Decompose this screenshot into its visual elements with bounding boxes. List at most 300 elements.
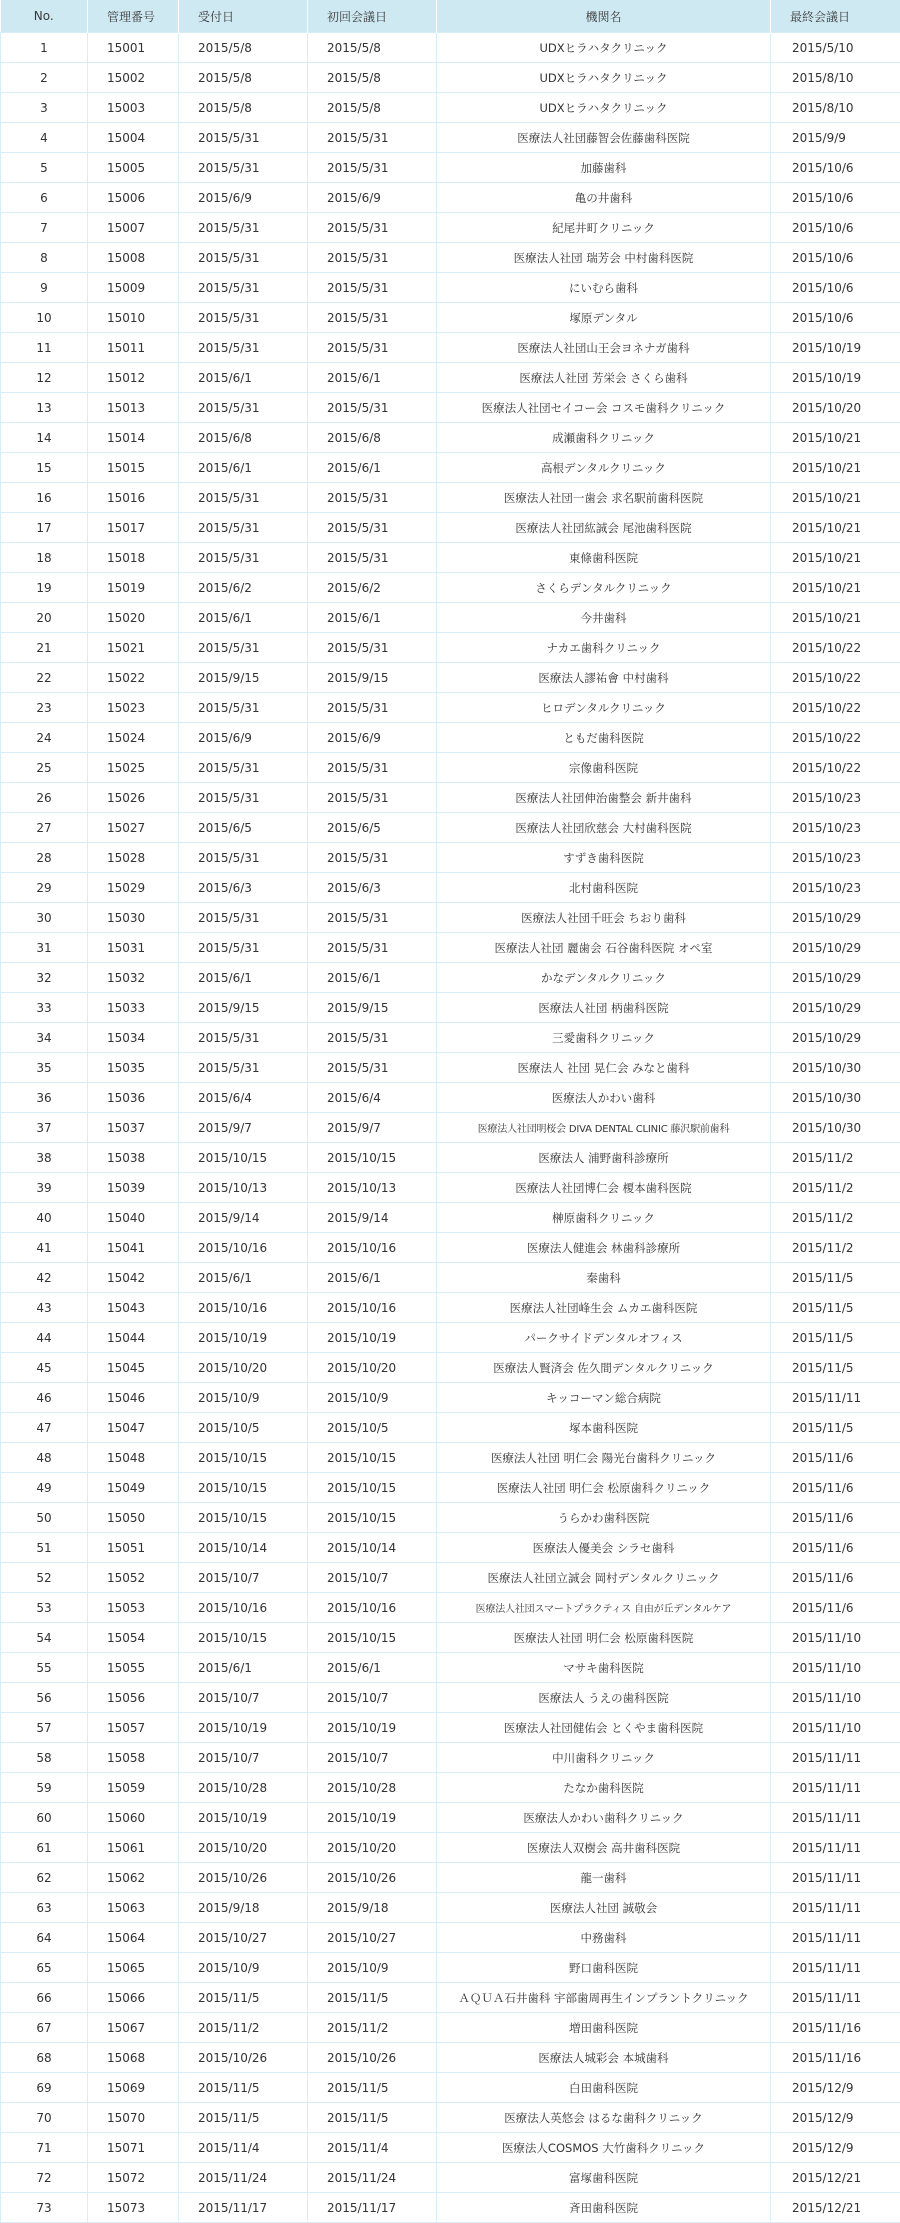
last-meeting-date: 2015/10/6 bbox=[771, 273, 900, 303]
received-date: 2015/5/31 bbox=[179, 123, 308, 153]
table-row bbox=[1, 1743, 900, 1773]
row-number: 48 bbox=[1, 1443, 88, 1473]
management-number: 15028 bbox=[88, 843, 179, 873]
institution-name: 医療法人かわい歯科 bbox=[437, 1083, 771, 1113]
row-number: 50 bbox=[1, 1503, 88, 1533]
row-number: 60 bbox=[1, 1803, 88, 1833]
last-meeting-date: 2015/11/10 bbox=[771, 1713, 900, 1743]
last-meeting-date: 2015/10/30 bbox=[771, 1053, 900, 1083]
received-date: 2015/10/15 bbox=[179, 1623, 308, 1653]
institution-name: 医療法人賢済会 佐久間デンタルクリニック bbox=[437, 1353, 771, 1383]
table-row bbox=[1, 873, 900, 903]
first-meeting-date: 2015/6/1 bbox=[308, 603, 437, 633]
table-row bbox=[1, 1353, 900, 1383]
first-meeting-date: 2015/6/8 bbox=[308, 423, 437, 453]
management-number: 15008 bbox=[88, 243, 179, 273]
management-number: 15032 bbox=[88, 963, 179, 993]
institution-name: 医療法人社団博仁会 榎本歯科医院 bbox=[437, 1173, 771, 1203]
first-meeting-date: 2015/6/9 bbox=[308, 723, 437, 753]
management-number: 15021 bbox=[88, 633, 179, 663]
row-number: 42 bbox=[1, 1263, 88, 1293]
institution-name: パークサイドデンタルオフィス bbox=[437, 1323, 771, 1353]
institution-name: 成瀬歯科クリニック bbox=[437, 423, 771, 453]
institution-name: 高根デンタルクリニック bbox=[437, 453, 771, 483]
first-meeting-date: 2015/5/8 bbox=[308, 33, 437, 63]
received-date: 2015/6/1 bbox=[179, 963, 308, 993]
institution-name: マサキ歯科医院 bbox=[437, 1653, 771, 1683]
last-meeting-date: 2015/10/6 bbox=[771, 183, 900, 213]
row-number: 72 bbox=[1, 2163, 88, 2193]
table-row bbox=[1, 543, 900, 573]
first-meeting-date: 2015/9/15 bbox=[308, 663, 437, 693]
received-date: 2015/6/1 bbox=[179, 603, 308, 633]
table-row bbox=[1, 423, 900, 453]
received-date: 2015/10/7 bbox=[179, 1683, 308, 1713]
management-number: 15013 bbox=[88, 393, 179, 423]
table-row bbox=[1, 1023, 900, 1053]
management-number: 15012 bbox=[88, 363, 179, 393]
first-meeting-date: 2015/5/31 bbox=[308, 933, 437, 963]
table-row bbox=[1, 1383, 900, 1413]
management-number: 15072 bbox=[88, 2163, 179, 2193]
received-date: 2015/5/8 bbox=[179, 33, 308, 63]
first-meeting-date: 2015/10/5 bbox=[308, 1413, 437, 1443]
table-row bbox=[1, 1413, 900, 1443]
received-date: 2015/10/26 bbox=[179, 1863, 308, 1893]
row-number: 38 bbox=[1, 1143, 88, 1173]
header-management-number: 管理番号 bbox=[88, 0, 179, 33]
received-date: 2015/5/31 bbox=[179, 393, 308, 423]
institution-name: 医療法人社団峰生会 ムカエ歯科医院 bbox=[437, 1293, 771, 1323]
row-number: 34 bbox=[1, 1023, 88, 1053]
management-number: 15048 bbox=[88, 1443, 179, 1473]
last-meeting-date: 2015/11/5 bbox=[771, 1293, 900, 1323]
received-date: 2015/10/28 bbox=[179, 1773, 308, 1803]
first-meeting-date: 2015/11/2 bbox=[308, 2013, 437, 2043]
received-date: 2015/10/19 bbox=[179, 1713, 308, 1743]
management-number: 15042 bbox=[88, 1263, 179, 1293]
received-date: 2015/5/8 bbox=[179, 93, 308, 123]
first-meeting-date: 2015/10/28 bbox=[308, 1773, 437, 1803]
row-number: 68 bbox=[1, 2043, 88, 2073]
management-number: 15044 bbox=[88, 1323, 179, 1353]
management-number: 15030 bbox=[88, 903, 179, 933]
last-meeting-date: 2015/10/23 bbox=[771, 873, 900, 903]
institution-name: 医療法人社団千旺会 ちおり歯科 bbox=[437, 903, 771, 933]
management-number: 15004 bbox=[88, 123, 179, 153]
received-date: 2015/5/31 bbox=[179, 333, 308, 363]
table-row bbox=[1, 663, 900, 693]
table-row bbox=[1, 183, 900, 213]
last-meeting-date: 2015/11/16 bbox=[771, 2043, 900, 2073]
row-number: 28 bbox=[1, 843, 88, 873]
first-meeting-date: 2015/10/15 bbox=[308, 1473, 437, 1503]
table-row bbox=[1, 393, 900, 423]
row-number: 26 bbox=[1, 783, 88, 813]
first-meeting-date: 2015/5/31 bbox=[308, 633, 437, 663]
institution-name: 宗像歯科医院 bbox=[437, 753, 771, 783]
management-number: 15051 bbox=[88, 1533, 179, 1563]
first-meeting-date: 2015/10/16 bbox=[308, 1293, 437, 1323]
last-meeting-date: 2015/10/23 bbox=[771, 813, 900, 843]
first-meeting-date: 2015/11/24 bbox=[308, 2163, 437, 2193]
row-number: 37 bbox=[1, 1113, 88, 1143]
management-number: 15005 bbox=[88, 153, 179, 183]
institution-name: 医療法人社団欣慈会 大村歯科医院 bbox=[437, 813, 771, 843]
last-meeting-date: 2015/10/23 bbox=[771, 843, 900, 873]
management-number: 15009 bbox=[88, 273, 179, 303]
table-row bbox=[1, 1203, 900, 1233]
first-meeting-date: 2015/5/8 bbox=[308, 63, 437, 93]
last-meeting-date: 2015/11/10 bbox=[771, 1653, 900, 1683]
institution-name: 医療法人英悠会 はるな歯科クリニック bbox=[437, 2103, 771, 2133]
management-number: 15066 bbox=[88, 1983, 179, 2013]
first-meeting-date: 2015/10/15 bbox=[308, 1443, 437, 1473]
institution-name: 塚本歯科医院 bbox=[437, 1413, 771, 1443]
last-meeting-date: 2015/10/6 bbox=[771, 213, 900, 243]
row-number: 18 bbox=[1, 543, 88, 573]
management-number: 15027 bbox=[88, 813, 179, 843]
last-meeting-date: 2015/8/10 bbox=[771, 63, 900, 93]
management-number: 15029 bbox=[88, 873, 179, 903]
row-number: 41 bbox=[1, 1233, 88, 1263]
last-meeting-date: 2015/10/6 bbox=[771, 153, 900, 183]
row-number: 36 bbox=[1, 1083, 88, 1113]
last-meeting-date: 2015/10/29 bbox=[771, 963, 900, 993]
last-meeting-date: 2015/10/21 bbox=[771, 543, 900, 573]
institution-name: 紀尾井町クリニック bbox=[437, 213, 771, 243]
institution-name: さくらデンタルクリニック bbox=[437, 573, 771, 603]
first-meeting-date: 2015/5/31 bbox=[308, 153, 437, 183]
management-number: 15068 bbox=[88, 2043, 179, 2073]
row-number: 70 bbox=[1, 2103, 88, 2133]
table-row bbox=[1, 2073, 900, 2103]
row-number: 10 bbox=[1, 303, 88, 333]
management-number: 15065 bbox=[88, 1953, 179, 1983]
institution-name: 秦歯科 bbox=[437, 1263, 771, 1293]
institution-name: ともだ歯科医院 bbox=[437, 723, 771, 753]
row-number: 5 bbox=[1, 153, 88, 183]
header-first-meeting-date: 初回会議日 bbox=[308, 0, 437, 33]
institution-name: 医療法人社団健佑会 とくやま歯科医院 bbox=[437, 1713, 771, 1743]
institution-name: キッコーマン総合病院 bbox=[437, 1383, 771, 1413]
row-number: 17 bbox=[1, 513, 88, 543]
management-number: 15016 bbox=[88, 483, 179, 513]
row-number: 1 bbox=[1, 33, 88, 63]
table-row bbox=[1, 1953, 900, 1983]
table-row bbox=[1, 1143, 900, 1173]
first-meeting-date: 2015/10/9 bbox=[308, 1953, 437, 1983]
row-number: 43 bbox=[1, 1293, 88, 1323]
institution-name: UDXヒラハタクリニック bbox=[437, 63, 771, 93]
institution-name: にいむら歯科 bbox=[437, 273, 771, 303]
row-number: 23 bbox=[1, 693, 88, 723]
first-meeting-date: 2015/10/13 bbox=[308, 1173, 437, 1203]
header-institution-name: 機関名 bbox=[437, 0, 771, 33]
management-number: 15064 bbox=[88, 1923, 179, 1953]
table-row bbox=[1, 843, 900, 873]
row-number: 63 bbox=[1, 1893, 88, 1923]
received-date: 2015/11/5 bbox=[179, 1983, 308, 2013]
table-row bbox=[1, 993, 900, 1023]
institution-name: 医療法人社団 麗歯会 石谷歯科医院 オペ室 bbox=[437, 933, 771, 963]
row-number: 24 bbox=[1, 723, 88, 753]
received-date: 2015/10/16 bbox=[179, 1293, 308, 1323]
header-received-date: 受付日 bbox=[179, 0, 308, 33]
row-number: 6 bbox=[1, 183, 88, 213]
received-date: 2015/10/5 bbox=[179, 1413, 308, 1443]
last-meeting-date: 2015/11/5 bbox=[771, 1353, 900, 1383]
row-number: 7 bbox=[1, 213, 88, 243]
row-number: 53 bbox=[1, 1593, 88, 1623]
institution-name: 医療法人 浦野歯科診療所 bbox=[437, 1143, 771, 1173]
institution-name: 富塚歯科医院 bbox=[437, 2163, 771, 2193]
management-number: 15041 bbox=[88, 1233, 179, 1263]
first-meeting-date: 2015/5/31 bbox=[308, 273, 437, 303]
last-meeting-date: 2015/10/21 bbox=[771, 453, 900, 483]
first-meeting-date: 2015/10/15 bbox=[308, 1143, 437, 1173]
table-row bbox=[1, 1983, 900, 2013]
last-meeting-date: 2015/5/10 bbox=[771, 33, 900, 63]
received-date: 2015/9/7 bbox=[179, 1113, 308, 1143]
received-date: 2015/5/31 bbox=[179, 1023, 308, 1053]
last-meeting-date: 2015/10/6 bbox=[771, 303, 900, 333]
management-number: 15015 bbox=[88, 453, 179, 483]
institution-name: 医療法人健進会 林歯科診療所 bbox=[437, 1233, 771, 1263]
last-meeting-date: 2015/12/9 bbox=[771, 2073, 900, 2103]
first-meeting-date: 2015/10/15 bbox=[308, 1623, 437, 1653]
first-meeting-date: 2015/5/31 bbox=[308, 903, 437, 933]
received-date: 2015/6/9 bbox=[179, 723, 308, 753]
table-row bbox=[1, 243, 900, 273]
management-number: 15022 bbox=[88, 663, 179, 693]
received-date: 2015/5/31 bbox=[179, 273, 308, 303]
received-date: 2015/10/16 bbox=[179, 1233, 308, 1263]
institution-name: 中川歯科クリニック bbox=[437, 1743, 771, 1773]
table-row bbox=[1, 1053, 900, 1083]
last-meeting-date: 2015/10/22 bbox=[771, 633, 900, 663]
institution-name: 三愛歯科クリニック bbox=[437, 1023, 771, 1053]
management-number: 15011 bbox=[88, 333, 179, 363]
first-meeting-date: 2015/11/4 bbox=[308, 2133, 437, 2163]
first-meeting-date: 2015/10/15 bbox=[308, 1503, 437, 1533]
header-last-meeting-date: 最終会議日 bbox=[771, 0, 900, 33]
first-meeting-date: 2015/9/18 bbox=[308, 1893, 437, 1923]
institution-name: 医療法人社団 明仁会 松原歯科医院 bbox=[437, 1623, 771, 1653]
institution-name: 医療法人双樹会 高井歯科医院 bbox=[437, 1833, 771, 1863]
row-number: 49 bbox=[1, 1473, 88, 1503]
management-number: 15058 bbox=[88, 1743, 179, 1773]
last-meeting-date: 2015/10/22 bbox=[771, 753, 900, 783]
received-date: 2015/11/4 bbox=[179, 2133, 308, 2163]
management-number: 15025 bbox=[88, 753, 179, 783]
institution-name: 医療法人社団山王会ヨネナガ歯科 bbox=[437, 333, 771, 363]
table-row bbox=[1, 93, 900, 123]
table-row bbox=[1, 573, 900, 603]
first-meeting-date: 2015/10/19 bbox=[308, 1323, 437, 1353]
last-meeting-date: 2015/11/11 bbox=[771, 1953, 900, 1983]
table-row bbox=[1, 1113, 900, 1143]
management-number: 15007 bbox=[88, 213, 179, 243]
institution-name: 医療法人社団 瑞芳会 中村歯科医院 bbox=[437, 243, 771, 273]
last-meeting-date: 2015/11/11 bbox=[771, 1893, 900, 1923]
management-number: 15069 bbox=[88, 2073, 179, 2103]
institution-name: 医療法人社団立誠会 岡村デンタルクリニック bbox=[437, 1563, 771, 1593]
table-row bbox=[1, 2163, 900, 2193]
table-row bbox=[1, 303, 900, 333]
table-row bbox=[1, 333, 900, 363]
first-meeting-date: 2015/5/31 bbox=[308, 843, 437, 873]
management-number: 15047 bbox=[88, 1413, 179, 1443]
first-meeting-date: 2015/10/16 bbox=[308, 1593, 437, 1623]
received-date: 2015/9/18 bbox=[179, 1893, 308, 1923]
institution-name: たなか歯科医院 bbox=[437, 1773, 771, 1803]
received-date: 2015/6/2 bbox=[179, 573, 308, 603]
table-row bbox=[1, 933, 900, 963]
received-date: 2015/5/8 bbox=[179, 63, 308, 93]
received-date: 2015/10/20 bbox=[179, 1353, 308, 1383]
management-number: 15001 bbox=[88, 33, 179, 63]
first-meeting-date: 2015/6/4 bbox=[308, 1083, 437, 1113]
received-date: 2015/6/1 bbox=[179, 1263, 308, 1293]
row-number: 27 bbox=[1, 813, 88, 843]
last-meeting-date: 2015/10/29 bbox=[771, 993, 900, 1023]
institution-name: 医療法人謬祐會 中村歯科 bbox=[437, 663, 771, 693]
institution-name: ナカエ歯科クリニック bbox=[437, 633, 771, 663]
management-number: 15003 bbox=[88, 93, 179, 123]
last-meeting-date: 2015/10/21 bbox=[771, 573, 900, 603]
first-meeting-date: 2015/10/7 bbox=[308, 1743, 437, 1773]
table-row bbox=[1, 453, 900, 483]
institution-name: 医療法人社団セイコー会 コスモ歯科クリニック bbox=[437, 393, 771, 423]
first-meeting-date: 2015/11/5 bbox=[308, 1983, 437, 2013]
last-meeting-date: 2015/10/29 bbox=[771, 933, 900, 963]
first-meeting-date: 2015/11/5 bbox=[308, 2103, 437, 2133]
first-meeting-date: 2015/6/1 bbox=[308, 1263, 437, 1293]
table-row bbox=[1, 1263, 900, 1293]
management-number: 15067 bbox=[88, 2013, 179, 2043]
first-meeting-date: 2015/5/31 bbox=[308, 333, 437, 363]
table-row bbox=[1, 1623, 900, 1653]
first-meeting-date: 2015/5/31 bbox=[308, 303, 437, 333]
institution-name: 医療法人社団 誠敬会 bbox=[437, 1893, 771, 1923]
management-number: 15050 bbox=[88, 1503, 179, 1533]
row-number: 45 bbox=[1, 1353, 88, 1383]
institution-name: 榊原歯科クリニック bbox=[437, 1203, 771, 1233]
received-date: 2015/6/9 bbox=[179, 183, 308, 213]
institution-name: 医療法人 うえの歯科医院 bbox=[437, 1683, 771, 1713]
last-meeting-date: 2015/10/21 bbox=[771, 603, 900, 633]
institution-name: 医療法人社団スマートプラクティス 自由が丘デンタルケア bbox=[437, 1593, 771, 1623]
last-meeting-date: 2015/11/5 bbox=[771, 1263, 900, 1293]
last-meeting-date: 2015/12/9 bbox=[771, 2133, 900, 2163]
first-meeting-date: 2015/10/26 bbox=[308, 1863, 437, 1893]
row-number: 56 bbox=[1, 1683, 88, 1713]
received-date: 2015/6/8 bbox=[179, 423, 308, 453]
table-row bbox=[1, 1323, 900, 1353]
received-date: 2015/10/27 bbox=[179, 1923, 308, 1953]
row-number: 66 bbox=[1, 1983, 88, 2013]
last-meeting-date: 2015/10/21 bbox=[771, 513, 900, 543]
management-number: 15038 bbox=[88, 1143, 179, 1173]
last-meeting-date: 2015/11/11 bbox=[771, 1833, 900, 1863]
table-row bbox=[1, 963, 900, 993]
last-meeting-date: 2015/10/30 bbox=[771, 1113, 900, 1143]
last-meeting-date: 2015/12/21 bbox=[771, 2163, 900, 2193]
received-date: 2015/5/31 bbox=[179, 483, 308, 513]
institution-name: 塚原デンタル bbox=[437, 303, 771, 333]
table-row bbox=[1, 63, 900, 93]
management-number: 15035 bbox=[88, 1053, 179, 1083]
management-number: 15014 bbox=[88, 423, 179, 453]
first-meeting-date: 2015/6/2 bbox=[308, 573, 437, 603]
row-number: 11 bbox=[1, 333, 88, 363]
institution-name: 斉田歯科医院 bbox=[437, 2193, 771, 2223]
first-meeting-date: 2015/10/20 bbox=[308, 1353, 437, 1383]
last-meeting-date: 2015/11/11 bbox=[771, 1743, 900, 1773]
received-date: 2015/9/15 bbox=[179, 993, 308, 1023]
row-number: 29 bbox=[1, 873, 88, 903]
management-number: 15039 bbox=[88, 1173, 179, 1203]
row-number: 62 bbox=[1, 1863, 88, 1893]
table-row bbox=[1, 1443, 900, 1473]
table-row bbox=[1, 123, 900, 153]
management-number: 15060 bbox=[88, 1803, 179, 1833]
row-number: 15 bbox=[1, 453, 88, 483]
table-row bbox=[1, 2193, 900, 2223]
institution-name: 医療法人 社団 晃仁会 みなと歯科 bbox=[437, 1053, 771, 1083]
received-date: 2015/10/26 bbox=[179, 2043, 308, 2073]
institution-name: 今井歯科 bbox=[437, 603, 771, 633]
last-meeting-date: 2015/11/11 bbox=[771, 1383, 900, 1413]
row-number: 4 bbox=[1, 123, 88, 153]
last-meeting-date: 2015/10/22 bbox=[771, 663, 900, 693]
received-date: 2015/6/5 bbox=[179, 813, 308, 843]
received-date: 2015/5/31 bbox=[179, 693, 308, 723]
first-meeting-date: 2015/10/7 bbox=[308, 1683, 437, 1713]
table-row bbox=[1, 1923, 900, 1953]
received-date: 2015/11/17 bbox=[179, 2193, 308, 2223]
table-row bbox=[1, 1233, 900, 1263]
row-number: 12 bbox=[1, 363, 88, 393]
management-number: 15046 bbox=[88, 1383, 179, 1413]
received-date: 2015/10/19 bbox=[179, 1323, 308, 1353]
first-meeting-date: 2015/10/19 bbox=[308, 1803, 437, 1833]
management-number: 15070 bbox=[88, 2103, 179, 2133]
received-date: 2015/6/1 bbox=[179, 1653, 308, 1683]
first-meeting-date: 2015/11/5 bbox=[308, 2073, 437, 2103]
institution-name: 医療法人COSMOS 大竹歯科クリニック bbox=[437, 2133, 771, 2163]
received-date: 2015/10/7 bbox=[179, 1743, 308, 1773]
row-number: 58 bbox=[1, 1743, 88, 1773]
received-date: 2015/5/31 bbox=[179, 633, 308, 663]
received-date: 2015/5/31 bbox=[179, 843, 308, 873]
management-number: 15006 bbox=[88, 183, 179, 213]
received-date: 2015/11/5 bbox=[179, 2103, 308, 2133]
table-row bbox=[1, 1893, 900, 1923]
first-meeting-date: 2015/6/3 bbox=[308, 873, 437, 903]
institution-name: 中務歯科 bbox=[437, 1923, 771, 1953]
table-header bbox=[1, 0, 900, 33]
table-row bbox=[1, 1653, 900, 1683]
first-meeting-date: 2015/6/1 bbox=[308, 963, 437, 993]
table-row bbox=[1, 513, 900, 543]
last-meeting-date: 2015/10/30 bbox=[771, 1083, 900, 1113]
institution-name: うらかわ歯科医院 bbox=[437, 1503, 771, 1533]
received-date: 2015/6/1 bbox=[179, 453, 308, 483]
last-meeting-date: 2015/11/2 bbox=[771, 1233, 900, 1263]
first-meeting-date: 2015/10/16 bbox=[308, 1233, 437, 1263]
